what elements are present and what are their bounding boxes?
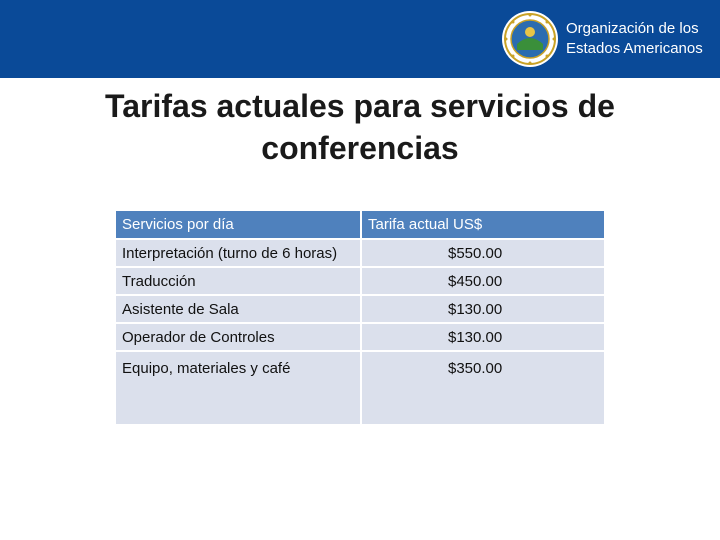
rate-cell: $450.00 [361,267,605,295]
rate-cell: $130.00 [361,323,605,351]
table-row [115,239,605,267]
rate-cell: $350.00 [361,351,605,425]
organization-name [566,19,703,59]
slide-title [60,85,660,169]
title-line1: Tarifas actuales para servicios de [105,88,615,124]
table-row [115,323,605,351]
title-line2: conferencias [261,130,459,166]
header-rate: Tarifa actual US$ [361,210,605,239]
header-bar [0,0,720,78]
rate-cell: $130.00 [361,295,605,323]
service-cell: Traducción [115,267,361,295]
rate-cell: $550.00 [361,239,605,267]
rates-table [114,209,606,426]
service-cell: Equipo, materiales y café [115,351,361,425]
header-services: Servicios por día [115,210,361,239]
oas-seal-icon [501,10,559,68]
table-row [115,267,605,295]
service-cell: Operador de Controles [115,323,361,351]
org-name-line1: Organización de los [566,20,699,37]
service-cell: Interpretación (turno de 6 horas) [115,239,361,267]
table-header-row [115,210,605,239]
table-row [115,295,605,323]
service-cell: Asistente de Sala [115,295,361,323]
table-row [115,351,605,425]
org-name-line2: Estados Americanos [566,40,703,57]
